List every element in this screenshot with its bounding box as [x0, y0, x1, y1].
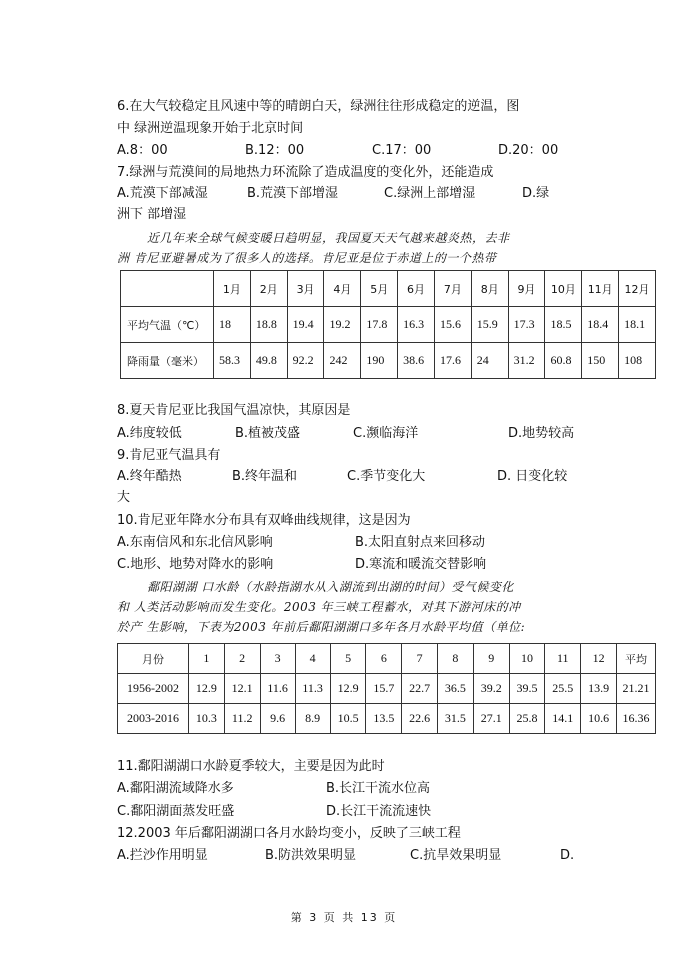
q11-option-c: C.鄱阳湖面蒸发旺盛	[117, 804, 235, 819]
q6-option-c: C.17：00	[372, 143, 432, 158]
table-header-cell: 1	[189, 644, 225, 674]
month-header-cell: 3月	[287, 271, 324, 307]
table-cell: 60.8	[545, 343, 582, 379]
question-12: 12.2003 年后鄱阳湖湖口各月水龄均变小，反映了三峡工程	[117, 826, 461, 841]
lake-passage-line-3: 於产 生影响，下表为2003 年前后鄱阳湖湖口多年各月水龄平均值（单位:	[117, 620, 526, 634]
q10-option-d: D.寒流和暖流交替影响	[355, 557, 487, 572]
lake-passage-line-2: 和 人类活动影响而发生变化。2003 年三峡工程蓄水，对其下游河床的冲	[117, 600, 521, 614]
table-cell: 39.5	[509, 674, 545, 704]
q7-option-d: D.绿	[522, 186, 550, 201]
question-8: 8.夏天肯尼亚比我国气温凉快，其原因是	[117, 403, 351, 418]
table-cell: 25.5	[545, 674, 581, 704]
q11-option-d: D.长江干流流速快	[326, 804, 432, 819]
table-cell: 36.5	[438, 674, 474, 704]
question-6-line-2: 中 绿洲逆温现象开始于北京时间	[117, 121, 304, 136]
table-cell: 18.8	[250, 307, 287, 343]
q6-option-d: D.20：00	[498, 143, 559, 158]
table-cell: 31.2	[508, 343, 545, 379]
table-header-cell: 6	[366, 644, 402, 674]
table-cell: 10.6	[581, 704, 617, 734]
q12-option-d: D.	[560, 848, 575, 863]
q9-option-d-wrap: 大	[117, 490, 131, 505]
kenya-passage-line-1: 近几年来全球气候变暖日趋明显，我国夏天天气越来越炎热，去非	[147, 231, 510, 245]
table-row	[121, 307, 656, 343]
question-11: 11.鄱阳湖湖口水龄夏季较大，主要是因为此时	[117, 759, 385, 774]
table-cell: 17.6	[434, 343, 471, 379]
table-cell: 150	[582, 343, 619, 379]
table-cell: 92.2	[287, 343, 324, 379]
q12-option-b: B.防洪效果明显	[265, 848, 357, 863]
table-cell: 8.9	[295, 704, 330, 734]
table-cell: 16.3	[398, 307, 435, 343]
table-cell: 27.1	[473, 704, 509, 734]
table-cell: 108	[619, 343, 656, 379]
table-header-cell: 10	[509, 644, 545, 674]
table-cell: 190	[361, 343, 398, 379]
period-cell: 1956-2002	[118, 674, 189, 704]
q6-option-a: A.8：00	[117, 143, 168, 158]
table-header-cell: 9	[473, 644, 509, 674]
table-header-cell: 月份	[118, 644, 189, 674]
table-header-cell: 8	[438, 644, 474, 674]
table-cell: 18.5	[545, 307, 582, 343]
question-6-line-1: 6.在大气较稳定且风速中等的晴朗白天，绿洲往往形成稳定的逆温，图	[117, 99, 520, 114]
q8-option-d: D.地势较高	[508, 426, 575, 441]
lake-water-age-table	[117, 643, 656, 734]
table-header-cell: 12	[581, 644, 617, 674]
kenya-passage-line-2: 洲 肯尼亚避暑成为了很多人的选择。肯尼亚是位于赤道上的一个热带	[117, 251, 497, 265]
lake-passage-line-1: 鄱阳湖湖 口水龄（水龄指湖水从入湖流到出湖的时间）受气候变化	[147, 580, 514, 594]
table-cell: 38.6	[398, 343, 435, 379]
table-cell: 15.7	[366, 674, 402, 704]
table-cell: 12.9	[189, 674, 225, 704]
month-header-cell: 5月	[361, 271, 398, 307]
table-cell: 22.6	[402, 704, 438, 734]
month-header-cell: 11月	[582, 271, 619, 307]
row-label-cell: 平均气温（℃）	[121, 307, 214, 343]
table-cell: 16.36	[617, 704, 656, 734]
q9-option-b: B.终年温和	[232, 469, 298, 484]
question-10: 10.肯尼亚年降水分布具有双峰曲线规律，这是因为	[117, 513, 411, 528]
table-cell: 19.4	[287, 307, 324, 343]
q12-option-c: C.抗旱效果明显	[410, 848, 502, 863]
table-corner-cell	[121, 271, 214, 307]
table-cell: 13.5	[366, 704, 402, 734]
table-cell: 11.2	[224, 704, 260, 734]
period-cell: 2003-2016	[118, 704, 189, 734]
table-cell: 11.6	[260, 674, 295, 704]
table-cell: 21.21	[617, 674, 656, 704]
q9-option-a: A.终年酷热	[117, 469, 182, 484]
table-cell: 22.7	[402, 674, 438, 704]
table-cell: 10.5	[330, 704, 366, 734]
q10-option-a: A.东南信风和东北信风影响	[117, 535, 273, 550]
kenya-climate-table	[120, 270, 656, 379]
table-header-cell: 2	[224, 644, 260, 674]
month-header-cell: 12月	[619, 271, 656, 307]
month-header-cell: 2月	[250, 271, 287, 307]
q8-option-a: A.纬度较低	[117, 426, 182, 441]
month-header-cell: 1月	[214, 271, 251, 307]
q9-option-d: D. 日变化较	[497, 469, 568, 484]
table-cell: 31.5	[438, 704, 474, 734]
page-footer: 第 3 页 共 13 页	[290, 911, 398, 924]
table-row	[118, 674, 656, 704]
table-cell: 11.3	[295, 674, 330, 704]
table-cell: 17.8	[361, 307, 398, 343]
table-row	[118, 704, 656, 734]
table-cell: 15.9	[471, 307, 508, 343]
table-cell: 9.6	[260, 704, 295, 734]
q8-option-b: B.植被茂盛	[235, 426, 301, 441]
q9-option-c: C.季节变化大	[347, 469, 426, 484]
q6-option-b: B.12：00	[245, 143, 305, 158]
q11-option-b: B.长江干流水位高	[326, 781, 431, 796]
table-cell: 58.3	[214, 343, 251, 379]
table-header-row	[121, 271, 656, 307]
q12-option-a: A.拦沙作用明显	[117, 848, 208, 863]
table-header-cell: 平均	[617, 644, 656, 674]
q7-option-d-wrap: 洲下 部增湿	[117, 207, 187, 222]
month-header-cell: 10月	[545, 271, 582, 307]
table-cell: 24	[471, 343, 508, 379]
table-cell: 242	[324, 343, 361, 379]
table-cell: 12.9	[330, 674, 366, 704]
question-9: 9.肯尼亚气温具有	[117, 448, 221, 463]
month-header-cell: 4月	[324, 271, 361, 307]
month-header-cell: 7月	[434, 271, 471, 307]
row-label-cell: 降雨量（毫米）	[121, 343, 214, 379]
month-header-cell: 6月	[398, 271, 435, 307]
table-cell: 14.1	[545, 704, 581, 734]
table-header-cell: 7	[402, 644, 438, 674]
table-cell: 25.8	[509, 704, 545, 734]
q11-option-a: A.鄱阳湖流域降水多	[117, 781, 234, 796]
table-header-cell: 4	[295, 644, 330, 674]
q10-option-c: C.地形、地势对降水的影响	[117, 557, 274, 572]
q7-option-a: A.荒漠下部减湿	[117, 186, 208, 201]
table-cell: 18.4	[582, 307, 619, 343]
table-cell: 19.2	[324, 307, 361, 343]
table-cell: 18.1	[619, 307, 656, 343]
table-cell: 15.6	[434, 307, 471, 343]
table-header-cell: 11	[545, 644, 581, 674]
q10-option-b: B.太阳直射点来回移动	[355, 535, 486, 550]
month-header-cell: 9月	[508, 271, 545, 307]
table-cell: 12.1	[224, 674, 260, 704]
table-header-cell: 3	[260, 644, 295, 674]
q8-option-c: C.濒临海洋	[353, 426, 419, 441]
table-row	[121, 343, 656, 379]
table-cell: 18	[214, 307, 251, 343]
table-cell: 49.8	[250, 343, 287, 379]
q7-option-b: B.荒漠下部增湿	[247, 186, 339, 201]
table-header-row	[118, 644, 656, 674]
q7-option-c: C.绿洲上部增湿	[384, 186, 476, 201]
month-header-cell: 8月	[471, 271, 508, 307]
table-cell: 17.3	[508, 307, 545, 343]
question-7: 7.绿洲与荒漠间的局地热力环流除了造成温度的变化外，还能造成	[117, 165, 494, 180]
table-cell: 39.2	[473, 674, 509, 704]
table-cell: 13.9	[581, 674, 617, 704]
table-cell: 10.3	[189, 704, 225, 734]
table-header-cell: 5	[330, 644, 366, 674]
